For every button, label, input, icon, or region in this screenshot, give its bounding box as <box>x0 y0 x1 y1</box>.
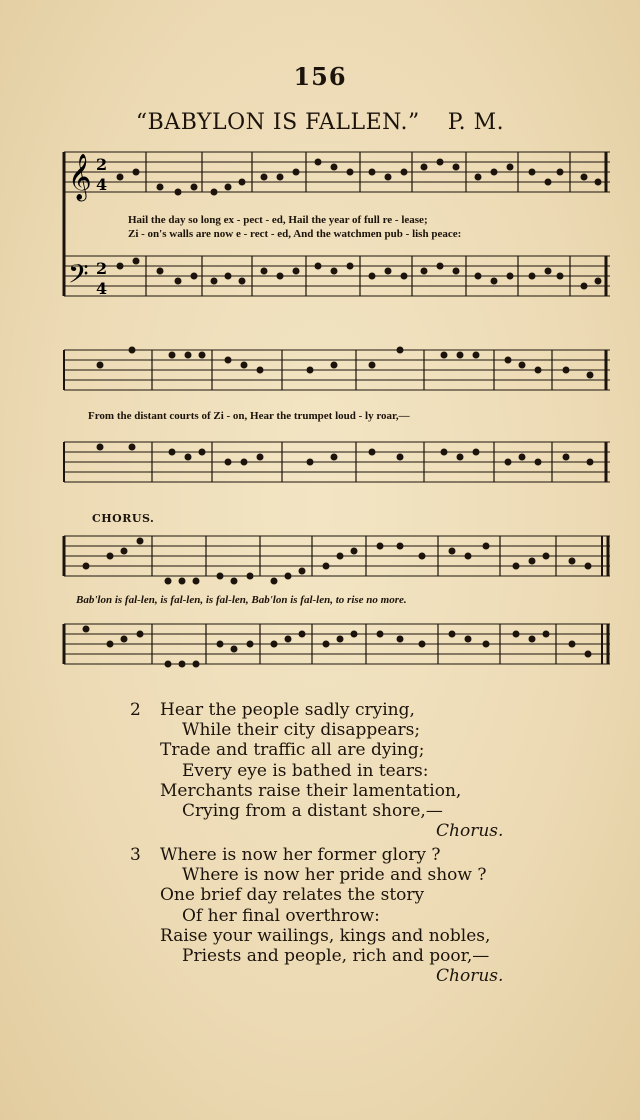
verse-line: Where is now her former glory ? <box>160 845 441 865</box>
hymn-meter: P. M. <box>447 110 505 135</box>
lyric-s1-l1: Hail the day so long ex - pect - ed, Hail the year of full re - lease; <box>128 214 428 226</box>
verse-line: Priests and people, rich and poor,— <box>182 946 490 967</box>
music-system-2 <box>60 346 615 506</box>
hymn-title-row <box>0 110 640 135</box>
time-sig-bottom: 4 <box>96 175 108 194</box>
verse-line: Of her final overthrow: <box>182 905 380 926</box>
treble-clef-icon: 𝄞 <box>68 154 92 200</box>
notes-system-2 <box>97 347 594 466</box>
svg-text:4: 4 <box>96 279 108 298</box>
verse-line: While their city disappears; <box>182 720 421 741</box>
lyric-s2-l1: From the distant courts of Zi - on, Hear the trumpet loud - ly roar,— <box>88 410 410 422</box>
verse-2 <box>130 700 503 841</box>
time-sig-top: 2 <box>96 155 108 174</box>
chorus-label: CHORUS. <box>92 512 155 525</box>
verse-3 <box>130 845 503 986</box>
verse-line: Crying from a distant shore,— <box>182 801 443 822</box>
verse-line: Where is now her pride and show ? <box>182 865 487 886</box>
verse-number: 2 <box>130 700 141 720</box>
verse-number: 3 <box>130 845 141 865</box>
staff-system-2-svg <box>60 346 615 506</box>
verse-line: One brief day relates the story <box>160 885 425 906</box>
verse-chorus-ref: Chorus. <box>436 821 504 842</box>
bass-clef-icon: 𝄢 <box>68 258 89 296</box>
verse-line: Merchants raise their lamentation, <box>160 780 462 801</box>
music-system-3 <box>60 532 615 682</box>
verse-chorus-ref: Chorus. <box>436 966 504 987</box>
lyric-s1-l2: Zi - on's walls are now e - rect - ed, And the watchmen pub - lish peace: <box>128 228 462 240</box>
lyric-s3-l1: Bab'lon is fal-len, is fal-len, is fal-len, Bab'lon is fal-len, to rise no more. <box>76 594 407 606</box>
verse-line: Trade and traffic all are dying; <box>160 740 425 761</box>
svg-text:2: 2 <box>96 259 108 278</box>
staff-system-3-svg <box>60 532 615 682</box>
page-number: 156 <box>293 62 347 91</box>
hymn-title: “BABYLON IS FALLEN.” <box>135 110 420 135</box>
verse-line: Every eye is bathed in tears: <box>182 760 429 781</box>
verse-line: Raise your wailings, kings and nobles, <box>160 925 491 946</box>
verse-line: Hear the people sadly crying, <box>160 700 415 720</box>
